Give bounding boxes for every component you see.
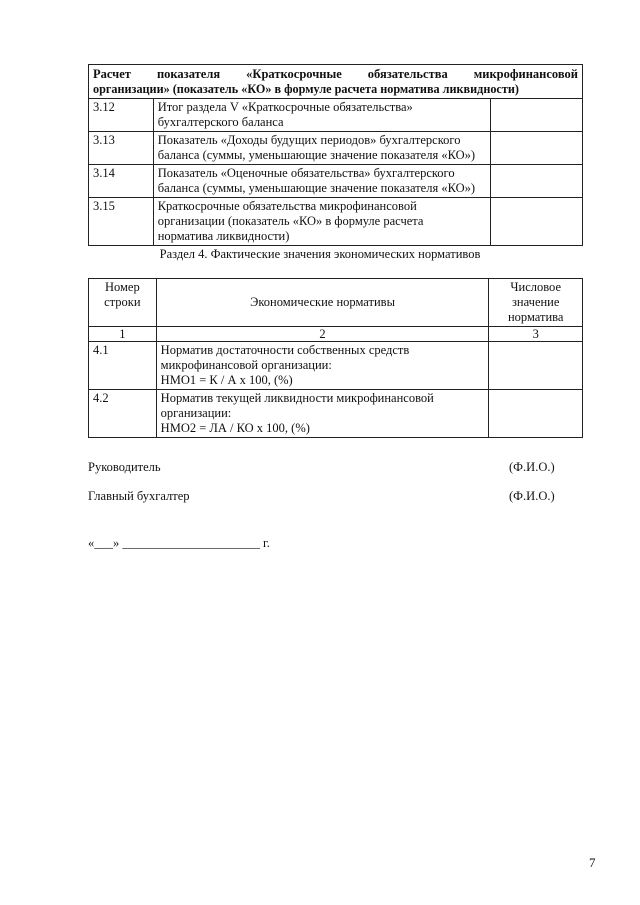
row-formula: НМО1 = К / А х 100, (%) (160, 373, 293, 387)
row-value-cell (489, 390, 583, 438)
table-row (89, 132, 583, 165)
table-header-line-1: Расчет показателя «Краткосрочные обязательства микрофинансовой (93, 67, 578, 81)
table-row (89, 342, 583, 390)
row-description (156, 342, 489, 390)
row-number: 3.14 (89, 165, 154, 198)
row-formula: НМО2 = ЛА / КО х 100, (%) (160, 421, 310, 435)
row-number: 4.2 (89, 390, 157, 438)
header-text-line: строки (104, 295, 141, 309)
row-value-cell (489, 342, 583, 390)
date-line: «___» ______________________ г. (88, 536, 270, 550)
col-header-ratios: Экономические нормативы (156, 279, 489, 327)
chief-accountant-label: Главный бухгалтер (88, 489, 190, 503)
row-value-cell (490, 165, 582, 198)
col-header-value (489, 279, 583, 327)
header-text-line: Числовое (510, 280, 562, 294)
table-row (89, 390, 583, 438)
row-description (153, 132, 490, 165)
column-index: 1 (89, 327, 157, 342)
head-label: Руководитель (88, 460, 161, 474)
column-index: 3 (489, 327, 583, 342)
row-text-line: Показатель «Оценочные обязательства» бухгалтерского (157, 166, 455, 180)
row-text-line: Итог раздела V «Краткосрочные обязательства» (157, 100, 413, 114)
table-header-row (89, 65, 583, 99)
row-text-line: Показатель «Доходы будущих периодов» бухгалтерского (157, 133, 461, 147)
column-index: 2 (156, 327, 489, 342)
header-text-line: значение (511, 295, 560, 309)
column-index-row (89, 327, 583, 342)
head-fio: (Ф.И.О.) (509, 460, 555, 474)
row-text-line: микрофинансовой организации: (160, 358, 332, 372)
table-header-cell (89, 65, 583, 99)
row-description (153, 99, 490, 132)
row-number: 3.15 (89, 198, 154, 246)
chief-accountant-fio: (Ф.И.О.) (509, 489, 555, 503)
section-4-caption: Раздел 4. Фактические значения экономических нормативов (159, 247, 481, 261)
row-text-line: Краткосрочные обязательства микрофинансовой (157, 199, 417, 213)
row-text-line: организации: (160, 406, 232, 420)
row-description (156, 390, 489, 438)
row-text-line: бухгалтерского баланса (157, 115, 284, 129)
header-text-line: норматива (507, 310, 564, 324)
economic-ratios-table (88, 278, 583, 438)
row-value-cell (490, 99, 582, 132)
row-text-line: Норматив текущей ликвидности микрофинансовой (160, 391, 434, 405)
ko-calculation-table (88, 64, 583, 246)
row-number: 4.1 (89, 342, 157, 390)
row-description (153, 198, 490, 246)
table-row (89, 165, 583, 198)
row-value-cell (490, 198, 582, 246)
header-text-line: Номер (104, 280, 140, 294)
row-text-line: баланса (суммы, уменьшающие значение показателя «КО») (157, 148, 476, 162)
col-header-row-number (89, 279, 157, 327)
row-value-cell (490, 132, 582, 165)
table-row (89, 198, 583, 246)
row-number: 3.13 (89, 132, 154, 165)
row-description (153, 165, 490, 198)
row-text-line: баланса (суммы, уменьшающие значение показателя «КО») (157, 181, 476, 195)
page-number: 7 (589, 855, 596, 870)
row-text-line: организации (показатель «КО» в формуле расчета (157, 214, 424, 228)
table-header-line-2: организации» (показатель «КО» в формуле расчета норматива ликвидности) (93, 82, 519, 96)
row-text-line: Норматив достаточности собственных средств (160, 343, 410, 357)
row-number: 3.12 (89, 99, 154, 132)
table-header-row (89, 279, 583, 327)
table-row (89, 99, 583, 132)
row-text-line: норматива ликвидности) (157, 229, 290, 243)
